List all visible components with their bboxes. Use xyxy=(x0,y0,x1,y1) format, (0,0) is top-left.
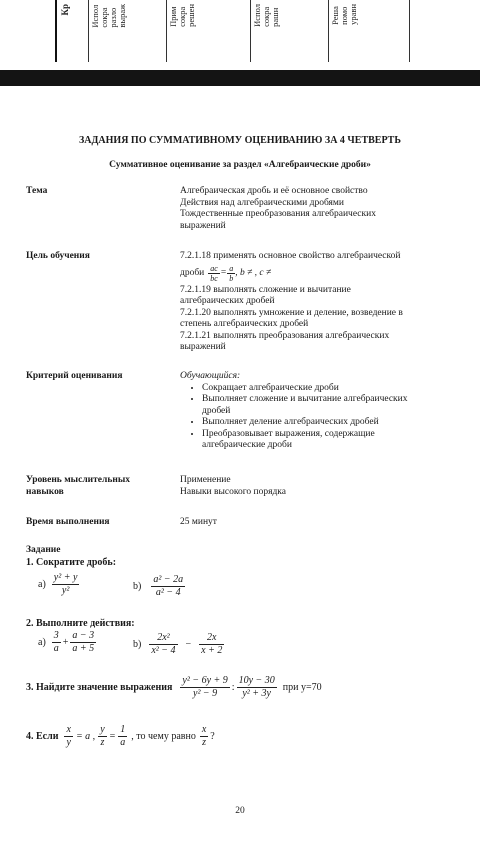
fraction-numerator: 10y − 30 xyxy=(238,675,275,686)
topic-line: выражений xyxy=(180,220,226,231)
goal-line: степень алгебраических дробей xyxy=(180,319,309,329)
goal-formula-suffix: , b ≠ , c ≠ xyxy=(235,267,272,278)
criteria-item-text: алгебраические дроби xyxy=(202,440,292,450)
task-4 xyxy=(26,724,215,749)
task-4-fraction xyxy=(64,724,72,749)
task-1a-label: а) xyxy=(38,579,46,590)
fraction-numerator: 1 xyxy=(120,724,126,735)
equals-sign: = xyxy=(109,731,116,742)
thinking-level-label-line: Уровень мыслительных xyxy=(26,475,130,485)
fraction-numerator: y² + y xyxy=(53,572,78,583)
task-4-equation: = a , xyxy=(75,731,96,742)
fraction-numerator: 3 xyxy=(53,630,59,641)
task-4-fraction xyxy=(98,724,106,749)
fraction-denominator: y² xyxy=(61,585,70,596)
task-4-text: 4. Если xyxy=(26,731,59,742)
tasks-heading: Задание xyxy=(26,545,61,555)
fraction-denominator: y² − 9 xyxy=(193,688,218,699)
criteria-item xyxy=(202,429,408,452)
fraction-numerator: x xyxy=(66,724,71,735)
fraction-numerator: a − 3 xyxy=(72,630,95,641)
fraction-numerator: x xyxy=(201,724,207,735)
fragment-cell xyxy=(250,0,327,62)
equals-sign: = xyxy=(220,267,227,278)
fraction-denominator: a xyxy=(53,643,59,654)
task-1a-fraction xyxy=(52,572,80,597)
goal-line: 7.2.1.21 выполнять преобразования алгебраических xyxy=(180,330,390,341)
thinking-level-label xyxy=(26,475,130,498)
topic-value xyxy=(180,186,376,232)
fraction-denominator: x² − 4 xyxy=(151,645,176,656)
plus-sign: + xyxy=(62,637,69,648)
fraction-denominator: bc xyxy=(210,274,218,283)
time-value: 25 минут xyxy=(180,517,217,527)
task-1b-fraction xyxy=(151,574,185,599)
task-3-fraction xyxy=(180,675,229,700)
criteria-item-text: Выполняет сложение и вычитание алгебраических xyxy=(202,394,408,404)
goal-fraction xyxy=(227,264,235,283)
goal-line: 7.2.1.20 выполнять умножение и деление, возведение в xyxy=(180,307,403,318)
goal-value xyxy=(180,251,403,354)
task-3-text: 3. Найдите значение выражения xyxy=(26,682,173,693)
task-3-condition: при y=70 xyxy=(282,682,322,693)
fragment-cell-text: Реша помо уравн xyxy=(330,4,358,25)
topic-line: Действия над алгебраическими дробями xyxy=(180,197,345,208)
task-2b-label: b) xyxy=(133,639,142,650)
fraction-denominator: z xyxy=(100,737,105,748)
task-3 xyxy=(26,675,322,700)
goal-line: алгебраических дробей xyxy=(180,296,275,306)
task-1a xyxy=(38,572,79,597)
fragment-cell-text: Испол сокра разло выраж xyxy=(90,4,127,28)
task-4-fraction xyxy=(118,724,127,749)
fragment-cell xyxy=(88,0,165,62)
division-sign: : xyxy=(231,682,235,693)
topic-line: Алгебраическая дробь и её основное свойство xyxy=(180,186,368,196)
fragment-cell-text: Испол сокра рашн xyxy=(252,4,280,27)
topic-line: Тождественные преобразования алгебраических xyxy=(180,209,376,219)
criteria-label: Критерий оценивания xyxy=(26,371,123,381)
task-2a-label: а) xyxy=(38,637,46,648)
task-1b-label: b) xyxy=(133,581,142,592)
fraction-denominator: x + 2 xyxy=(201,645,223,656)
fraction-denominator: a² − 4 xyxy=(155,587,181,598)
fraction-numerator: a xyxy=(229,264,234,273)
task-2-prompt xyxy=(26,618,135,629)
document-title: ЗАДАНИЯ ПО СУММАТИВНОМУ ОЦЕНИВАНИЮ ЗА 4 ЧЕТВЕРТЬ xyxy=(79,135,401,146)
task-3-fraction xyxy=(237,675,277,700)
criteria-value xyxy=(180,371,408,452)
page-number: 20 xyxy=(235,806,245,816)
criteria-item: • Сокращает алгебраические дроби xyxy=(202,383,408,395)
fraction-numerator: y xyxy=(100,724,105,735)
page-divider-bar xyxy=(0,70,480,86)
task-2a xyxy=(38,630,96,655)
criteria-intro: Обучающийся: xyxy=(180,371,241,381)
fraction-denominator: b xyxy=(229,274,234,283)
task-4-fraction xyxy=(200,724,208,749)
task-2a-fraction xyxy=(52,630,61,655)
goal-fraction xyxy=(208,264,220,283)
fraction-denominator: a + 5 xyxy=(72,643,95,654)
task-1b xyxy=(133,574,185,599)
criteria-item: • Выполняет деление алгебраических дробей xyxy=(202,417,408,429)
criteria-item xyxy=(202,394,408,417)
task-2b-fraction xyxy=(199,632,224,657)
goal-line: 7.2.1.18 применять основное свойство алгебраической xyxy=(180,251,401,261)
criteria-item-text: дробей xyxy=(202,405,231,416)
fragment-corner-cell xyxy=(55,0,87,62)
question-mark: ? xyxy=(210,731,215,742)
goal-label: Цель обучения xyxy=(26,251,90,261)
task-2b xyxy=(133,632,224,657)
task-2b-fraction xyxy=(149,632,177,657)
thinking-level-label-line: навыков xyxy=(26,486,64,497)
thinking-level-line: Применение xyxy=(180,475,231,485)
fraction-numerator: ac xyxy=(210,264,218,273)
fraction-numerator: 2x² xyxy=(149,632,177,645)
thinking-level-line: Навыки высокого порядка xyxy=(180,486,286,497)
fragment-cell xyxy=(328,0,410,62)
fragment-cell-text: Прим сокра решен xyxy=(168,4,196,27)
thinking-level-value xyxy=(180,475,286,498)
document-subtitle: Суммативное оценивание за раздел «Алгебраические дроби» xyxy=(109,160,371,170)
fraction-denominator: a xyxy=(120,737,126,748)
criteria-item-text: Преобразовывает выражения, содержащие xyxy=(202,428,375,439)
fraction-numerator: 2x xyxy=(199,632,224,645)
previous-page-fragment xyxy=(0,0,480,70)
fragment-corner-label: Кр xyxy=(60,4,70,16)
task-4-question: , то чему равно xyxy=(131,731,196,742)
topic-label: Тема xyxy=(26,186,48,196)
fraction-denominator: z xyxy=(202,737,206,748)
fraction-denominator: y xyxy=(66,737,71,748)
task-2-text: 2. Выполните действия: xyxy=(26,618,135,629)
task-2a-fraction xyxy=(70,630,96,655)
fragment-cell xyxy=(166,0,249,62)
time-label: Время выполнения xyxy=(26,517,110,527)
fraction-numerator: y² − 6y + 9 xyxy=(182,675,228,686)
task-1-prompt xyxy=(26,557,116,568)
criteria-list xyxy=(180,383,408,452)
minus-sign: − xyxy=(185,639,192,650)
goal-formula-line xyxy=(180,263,403,285)
goal-line: выражений xyxy=(180,342,226,352)
fraction-numerator: a² − 2a xyxy=(153,574,184,585)
goal-formula-prefix: дроби xyxy=(180,267,205,278)
goal-line: 7.2.1.19 выполнять сложение и вычитание xyxy=(180,284,351,295)
fraction-denominator: y² + 3y xyxy=(242,688,271,699)
task-1-text: 1. Сократите дробь: xyxy=(26,557,117,568)
